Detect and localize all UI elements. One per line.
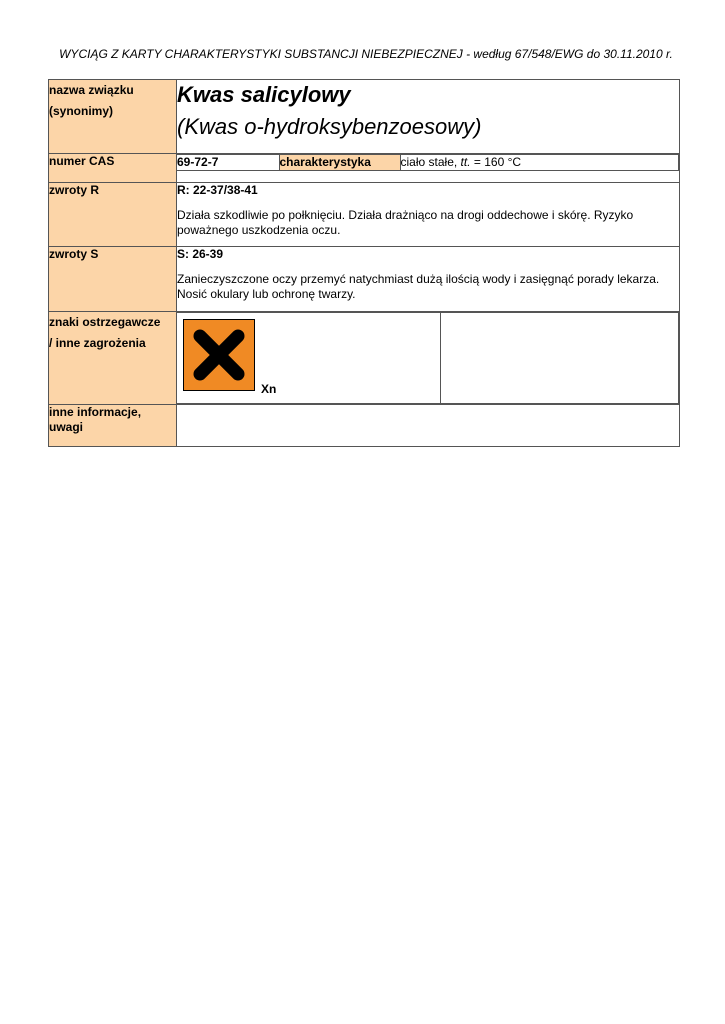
r-phrases-row	[49, 183, 680, 247]
r-phrases-code: R: 22-37/38-41	[177, 183, 258, 197]
cas-row	[49, 154, 680, 183]
warning-inner-table	[177, 312, 679, 404]
compound-synonym: (Kwas o-hydroksybenzoesowy)	[177, 114, 482, 139]
characteristic-value	[400, 155, 679, 171]
hazard-symbol-cell	[177, 313, 440, 404]
cas-number: 69-72-7	[177, 155, 279, 171]
cas-inner-table	[177, 154, 679, 171]
characteristic-value-suffix: = 160 °C	[470, 155, 522, 169]
remarks-label: uwagi	[49, 420, 84, 434]
other-info-label: inne informacje,	[49, 405, 142, 419]
cas-label-cell	[49, 154, 177, 183]
other-hazards-label: / inne zagrożenia	[49, 336, 146, 350]
synonyms-label: (synonimy)	[49, 104, 114, 118]
harmful-cross-icon	[183, 319, 255, 391]
r-phrases-cell	[177, 183, 680, 247]
r-phrases-label: zwroty R	[49, 183, 100, 197]
characteristic-label: charakterystyka	[279, 155, 400, 171]
r-phrases-text: Działa szkodliwie po połknięciu. Działa drażniąco na drogi oddechowe i skórę. Ryzyko poważnego uszkodzenia oczu.	[177, 208, 634, 237]
name-value-cell	[177, 80, 680, 154]
s-phrases-label: zwroty S	[49, 247, 99, 261]
other-info-label-cell	[49, 405, 177, 447]
compound-name: Kwas salicylowy	[177, 82, 351, 107]
s-phrases-row	[49, 247, 680, 312]
cas-values-cell	[177, 154, 680, 183]
warning-values-cell	[177, 312, 680, 405]
s-phrases-label-cell	[49, 247, 177, 312]
other-hazards-cell	[440, 313, 679, 404]
hazard-symbol-code: Xn	[261, 382, 277, 396]
name-row	[49, 80, 680, 154]
warning-signs-label: znaki ostrzegawcze	[49, 315, 161, 329]
document-header: WYCIĄG Z KARTY CHARAKTERYSTYKI SUBSTANCJI NIEBEZPIECZNEJ - według 67/548/EWG do 30.11.2010 r.	[59, 47, 673, 61]
characteristic-value-abbrev: tt.	[460, 155, 471, 169]
s-phrases-text: Zanieczyszczone oczy przemyć natychmiast dużą ilością wody i zasięgnąć porady lekarza. Nosić okulary lub ochronę twarzy.	[177, 272, 660, 301]
substance-data-sheet-table	[48, 79, 680, 447]
other-info-cell	[177, 405, 680, 447]
s-phrases-cell	[177, 247, 680, 312]
r-phrases-label-cell	[49, 183, 177, 247]
warning-row	[49, 312, 680, 405]
cas-label: numer CAS	[49, 154, 115, 168]
s-phrases-code: S: 26-39	[177, 247, 224, 261]
name-label-cell	[49, 80, 177, 154]
warning-label-cell	[49, 312, 177, 405]
other-info-row	[49, 405, 680, 447]
characteristic-value-prefix: ciało stałe,	[400, 155, 461, 169]
name-label: nazwa związku	[49, 83, 134, 97]
